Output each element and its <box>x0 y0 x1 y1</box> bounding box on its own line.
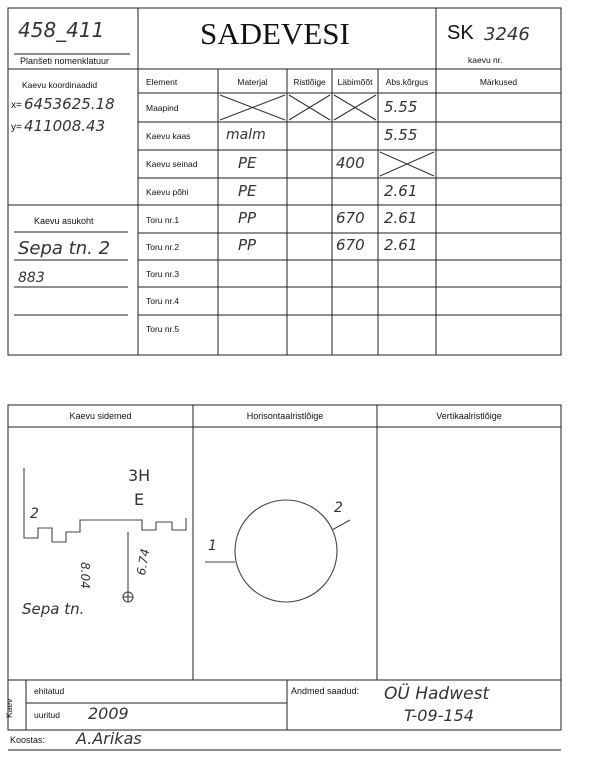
y-prefix: y= <box>11 122 22 133</box>
col-element: Element <box>146 77 178 87</box>
row-element: Kaevu põhi <box>146 187 189 197</box>
row-material: PE <box>238 154 257 172</box>
row-height: 5.55 <box>384 126 418 144</box>
row-element: Toru nr.2 <box>146 242 180 252</box>
surveyed-value: 2009 <box>88 704 129 723</box>
coordinates-label: Kaevu koordinaadid <box>22 80 98 90</box>
compiler-value: A.Arikas <box>76 729 142 748</box>
sheet-label: Planšeti nomenklatuur <box>20 56 110 66</box>
row-height: 5.55 <box>384 98 418 116</box>
location-line2: 883 <box>18 270 45 286</box>
sketch-e: E <box>134 490 145 509</box>
row-height: 2.61 <box>384 182 418 200</box>
well-prefix: SK <box>447 22 474 44</box>
sketch-pipe-label: 2 <box>30 506 39 522</box>
built-label: ehitatud <box>34 686 65 696</box>
x-prefix: x= <box>11 100 22 111</box>
location-label: Kaevu asukoht <box>34 216 94 226</box>
row-element: Maapind <box>146 103 179 113</box>
row-material: PP <box>238 236 257 254</box>
row-element: Kaevu kaas <box>146 131 191 141</box>
sheet-number: 458_411 <box>18 18 105 42</box>
location-line1: Sepa tn. 2 <box>18 238 111 259</box>
col-cross-section: Ristlõige <box>293 77 326 87</box>
source-line2: T-09-154 <box>404 706 474 725</box>
vertical-section-header: Vertikaalristlõige <box>436 411 502 421</box>
sketch-building: 3H <box>128 466 151 485</box>
page-title: SADEVESI <box>200 16 350 51</box>
surveyed-label: uuritud <box>34 710 60 720</box>
sketch-street: Sepa tn. <box>22 600 85 618</box>
circle-pipe-1: 1 <box>208 538 217 554</box>
col-abs-height: Abs.kõrgus <box>385 77 429 87</box>
x-value: 6453625.18 <box>24 95 115 113</box>
row-element: Kaevu seinad <box>146 159 198 169</box>
row-material: malm <box>226 127 266 143</box>
row-height: 2.61 <box>384 236 418 254</box>
sketch-dist1: 8.04 <box>78 562 92 589</box>
y-value: 411008.43 <box>24 117 106 135</box>
side-label: Kaev <box>4 698 14 718</box>
row-diameter: 670 <box>336 209 365 227</box>
row-element: Toru nr.1 <box>146 215 180 225</box>
well-number: 3246 <box>484 24 530 45</box>
sketch-dist2: 6.74 <box>134 547 153 577</box>
row-element: Toru nr.4 <box>146 296 180 306</box>
row-diameter: 670 <box>336 236 365 254</box>
col-material: Materjal <box>237 77 268 87</box>
horizontal-section-header: Horisontaalristlõige <box>246 411 324 421</box>
source-label: Andmed saadud: <box>291 686 360 696</box>
row-material: PE <box>238 182 257 200</box>
col-diameter: Läbimõõt <box>337 77 373 87</box>
connections-header: Kaevu sidemed <box>69 411 132 421</box>
row-material: PP <box>238 209 257 227</box>
row-height: 2.61 <box>384 209 418 227</box>
circle-pipe-2: 2 <box>334 500 343 516</box>
row-element: Toru nr.3 <box>146 269 180 279</box>
well-label: kaevu nr. <box>468 55 503 65</box>
row-element: Toru nr.5 <box>146 324 180 334</box>
compiler-label: Koostas: <box>10 735 46 745</box>
source-line1: OÜ Hadwest <box>384 684 490 704</box>
row-diameter: 400 <box>336 154 365 172</box>
col-notes: Märkused <box>479 77 518 87</box>
